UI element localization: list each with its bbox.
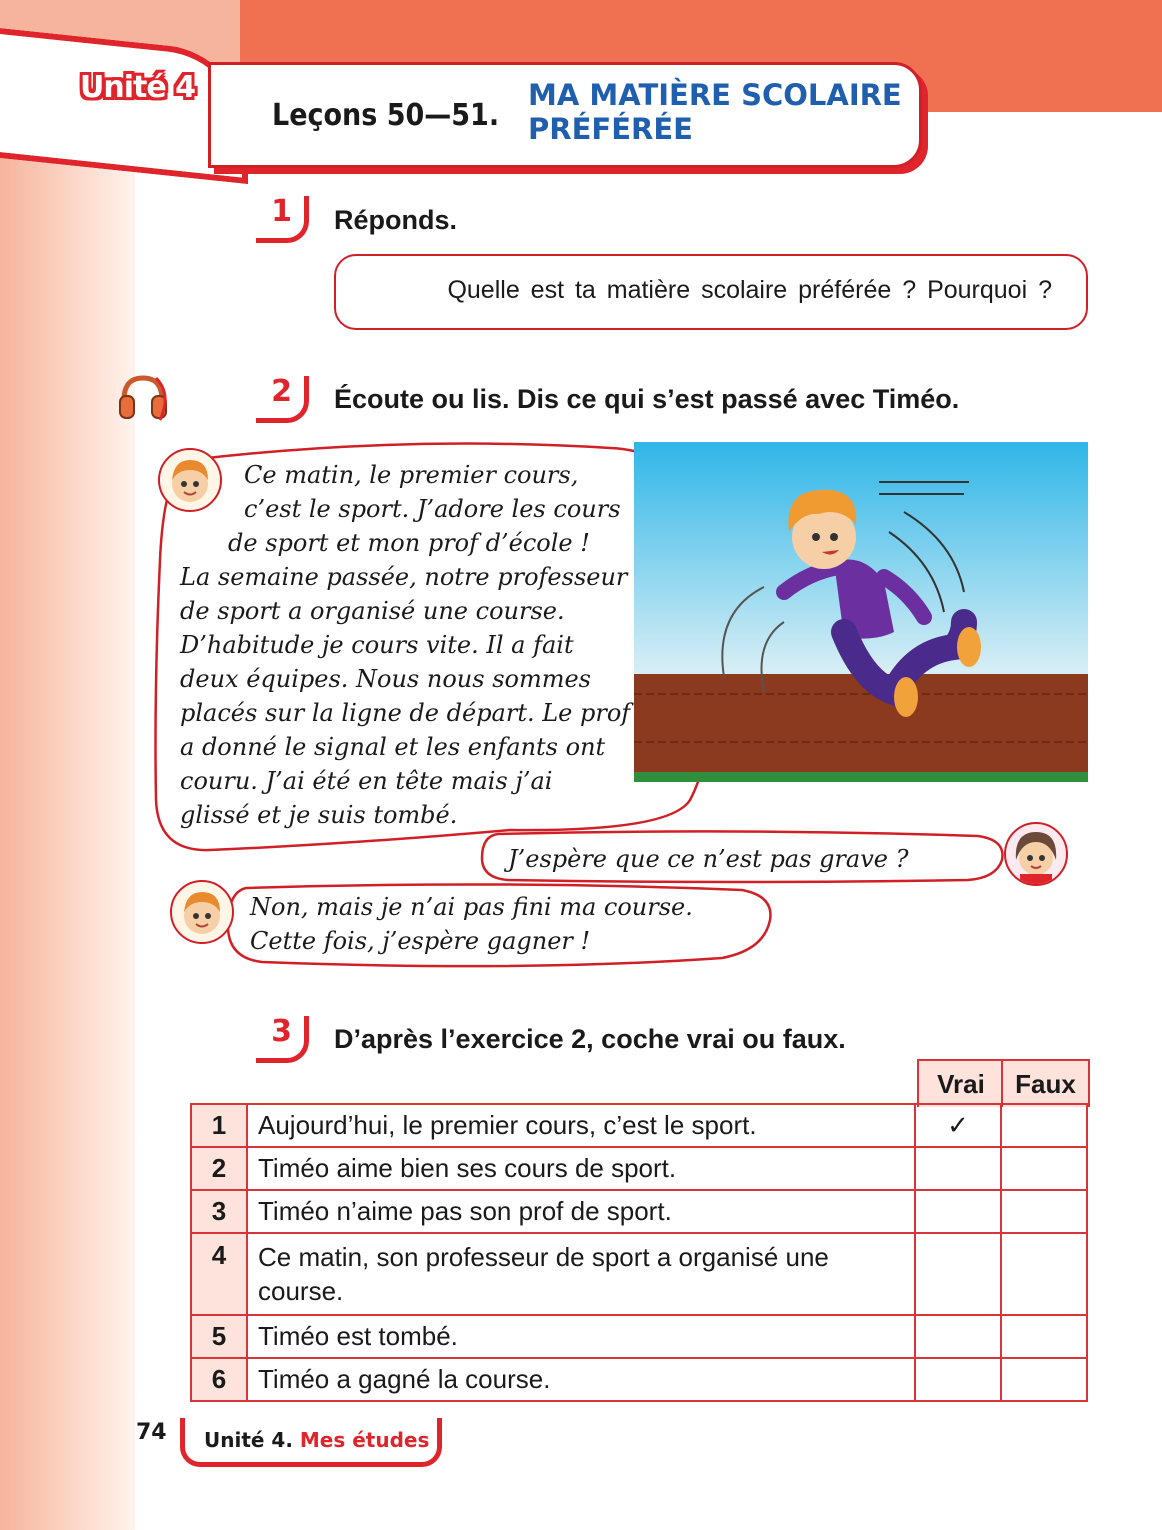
table-row (191, 1233, 1087, 1315)
exercise-1-instruction: Réponds. (334, 205, 458, 235)
question-box (334, 254, 1088, 330)
headphones-icon (116, 370, 170, 424)
bubble-line: Ce matin, le premier cours, (244, 461, 579, 489)
footer-unit (204, 1428, 429, 1452)
table-row (191, 1358, 1087, 1401)
timeo-avatar (158, 448, 222, 512)
true-false-table (190, 1103, 1088, 1402)
statement: Aujourd’hui, le premier cours, c’est le sport. (247, 1104, 915, 1147)
statement: Ce matin, son professeur de sport a organisé une course. (247, 1233, 915, 1315)
page-title (528, 78, 908, 146)
exercise-3-instruction: D’après l’exercice 2, coche vrai ou faux. (334, 1024, 846, 1054)
vrai-checkbox[interactable] (915, 1358, 1001, 1401)
bubble-line: D’habitude je cours vite. Il a fait (180, 631, 574, 659)
exercise-2-instruction: Écoute ou lis. Dis ce qui s’est passé avec Timéo. (334, 384, 960, 414)
faux-checkbox[interactable] (1001, 1147, 1087, 1190)
statement: Timéo est tombé. (247, 1315, 915, 1358)
statement: Timéo a gagné la course. (247, 1358, 915, 1401)
footer-unit-label: Unité 4. (204, 1428, 293, 1452)
faux-checkbox[interactable] (1001, 1315, 1087, 1358)
reply-line: Cette fois, j’espère gagner ! (250, 927, 591, 955)
row-number: 1 (191, 1104, 247, 1147)
statement: Timéo n’aime pas son prof de sport. (247, 1190, 915, 1233)
faux-checkbox[interactable] (1001, 1190, 1087, 1233)
bubble-line: de sport a organisé une course. (180, 597, 565, 625)
timeo-avatar-small (170, 880, 234, 944)
vrai-checkbox[interactable]: ✓ (915, 1104, 1001, 1147)
running-boy-illustration (634, 442, 1088, 782)
page-title-line1: MA MATIÈRE SCOLAIRE (528, 78, 902, 112)
row-number: 3 (191, 1190, 247, 1233)
vrai-checkbox[interactable] (915, 1315, 1001, 1358)
exercise-2-number: 2 (256, 376, 309, 423)
exercise-1-number: 1 (256, 196, 309, 243)
table-row (191, 1315, 1087, 1358)
column-header-vrai: Vrai (917, 1059, 1005, 1107)
bubble-line: a donné le signal et les enfants ont (180, 733, 606, 761)
footer-unit-title: Mes études (299, 1428, 430, 1452)
bubble-line: de sport et mon prof d’école ! (228, 529, 590, 557)
statement: Timéo aime bien ses cours de sport. (247, 1147, 915, 1190)
bubble-line: deux équipes. Nous nous sommes (180, 665, 591, 693)
faux-checkbox[interactable] (1001, 1104, 1087, 1147)
exercise-3-number: 3 (256, 1016, 309, 1063)
lesson-numbers: Leçons 50—51. (272, 98, 500, 133)
row-number: 2 (191, 1147, 247, 1190)
page-number: 74 (136, 1420, 167, 1445)
row-number: 6 (191, 1358, 247, 1401)
unit-badge: Unité 4 (80, 70, 196, 105)
girl-avatar (1004, 822, 1068, 886)
left-decor-band (0, 0, 135, 1530)
question-text: Quelle est ta matière scolaire préférée ? Pourquoi ? (447, 276, 1052, 304)
faux-checkbox[interactable] (1001, 1358, 1087, 1401)
vrai-checkbox[interactable] (915, 1233, 1001, 1315)
bubble-line: La semaine passée, notre professeur (180, 563, 628, 591)
page-title-line2: PRÉFÉRÉE (528, 112, 693, 146)
row-number: 4 (191, 1233, 247, 1315)
faux-checkbox[interactable] (1001, 1233, 1087, 1315)
row-number: 5 (191, 1315, 247, 1358)
bubble-line: placés sur la ligne de départ. Le prof (180, 699, 631, 727)
bubble-line: c’est le sport. J’adore les cours (244, 495, 621, 523)
bubble-line: couru. J’ai été en tête mais j’ai (180, 767, 553, 795)
reply-line: Non, mais je n’ai pas fini ma course. (250, 893, 693, 921)
vrai-checkbox[interactable] (915, 1147, 1001, 1190)
column-header-faux: Faux (1001, 1059, 1090, 1107)
table-row (191, 1104, 1087, 1147)
table-row (191, 1190, 1087, 1233)
bubble-line: glissé et je suis tombé. (180, 801, 458, 829)
girl-bubble-text: J’espère que ce n’est pas grave ? (508, 845, 909, 873)
vrai-checkbox[interactable] (915, 1190, 1001, 1233)
table-row (191, 1147, 1087, 1190)
